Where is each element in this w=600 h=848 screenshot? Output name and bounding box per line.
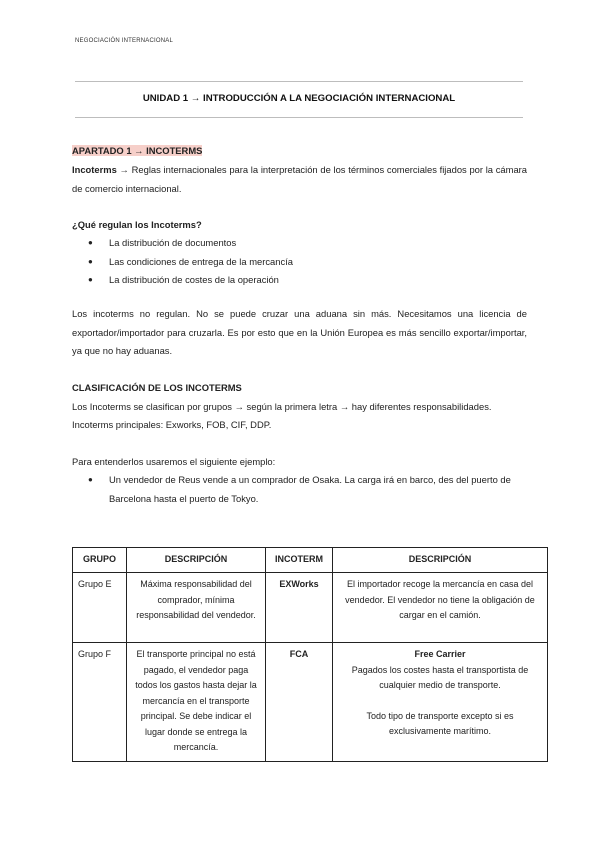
divider-top [75, 81, 523, 82]
regulate-list [88, 234, 293, 290]
page-title: UNIDAD 1 → INTRODUCCIÓN A LA NEGOCIACIÓN INTERNACIONAL [142, 93, 456, 104]
question-heading: ¿Qué regulan los Incoterms? [72, 219, 202, 230]
header-description: DESCRIPCIÓN [127, 548, 266, 573]
not-regulate-paragraph: Los incoterms no regulan. No se puede cruzar una aduana sin más. Necesitamos una licencia de exportador/importador para cruzarla. Es por esto que en la Unión Europea es más sencillo exportar/importar, ya que no hay aduanas. [72, 308, 527, 356]
section-heading-line [72, 142, 527, 161]
cell-incoterm-description [333, 573, 548, 643]
cell-group: Grupo E [73, 573, 127, 643]
incoterm-title: Free Carrier [414, 649, 466, 659]
section-heading: APARTADO 1 → INCOTERMS [72, 145, 203, 156]
incoterm-description-text: El importador recoge la mercancía en casa del vendedor. El vendedor no tiene la obligación de cargar en el camión. [345, 579, 535, 620]
classification-line-2: Incoterms principales: Exworks, FOB, CIF, DDP. [72, 419, 272, 430]
bullet-icon: ● [88, 475, 93, 484]
table-row [73, 643, 548, 762]
cell-group-description: El transporte principal no está pagado, el vendedor paga todos los gastos hasta dejar la mercancía en el transporte principal. Se debe indicar el lugar donde se entrega la mercancía. [127, 643, 266, 762]
table-header-row [73, 548, 548, 573]
header-group: GRUPO [73, 548, 127, 573]
bullet-icon: ● [88, 238, 93, 247]
list-item: ● La distribución de documentos [88, 234, 293, 253]
header-incoterm-description: DESCRIPCIÓN [333, 548, 548, 573]
cell-group-description: Máxima responsabilidad del comprador, mínima responsabilidad del vendedor. [127, 573, 266, 643]
classification-heading: CLASIFICACIÓN DE LOS INCOTERMS [72, 382, 242, 393]
incoterm-note: Todo tipo de transporte excepto si es exclusivamente marítimo. [366, 710, 514, 736]
classification-line-1: Los Incoterms se clasifican por grupos → según la primera letra → hay diferentes responsabilidades. [72, 401, 492, 412]
example-list [88, 471, 528, 508]
incoterms-table [72, 547, 548, 762]
spacer [338, 694, 542, 709]
header-incoterm: INCOTERM [266, 548, 333, 573]
document-header: NEGOCIACIÓN INTERNACIONAL [75, 38, 174, 44]
list-item: ● La distribución de costes de la operación [88, 271, 293, 290]
incoterm-description-text: Pagados los costes hasta el transportista de cualquier medio de transporte. [351, 664, 529, 690]
definition-term: Incoterms [72, 164, 117, 175]
list-item: ● Un vendedor de Reus vende a un comprador de Osaka. La carga irá en barco, des del puerto de Barcelona hasta el puerto de Tokyo. [88, 471, 528, 508]
cell-incoterm-description [333, 643, 548, 762]
divider-bottom [75, 117, 523, 118]
cell-incoterm: EXWorks [266, 573, 333, 643]
definition-text: → Reglas internacionales para la interpretación de los términos comerciales fijados por la cámara de comercio internacional. [72, 164, 527, 194]
bullet-icon: ● [88, 256, 93, 266]
table-row [73, 573, 548, 643]
bullet-icon: ● [88, 275, 93, 284]
definition-paragraph [72, 161, 527, 198]
list-item: ● Las condiciones de entrega de la mercancía [88, 253, 293, 272]
example-intro: Para entenderlos usaremos el siguiente ejemplo: [72, 456, 276, 467]
cell-group: Grupo F [73, 643, 127, 762]
cell-incoterm: FCA [266, 643, 333, 762]
